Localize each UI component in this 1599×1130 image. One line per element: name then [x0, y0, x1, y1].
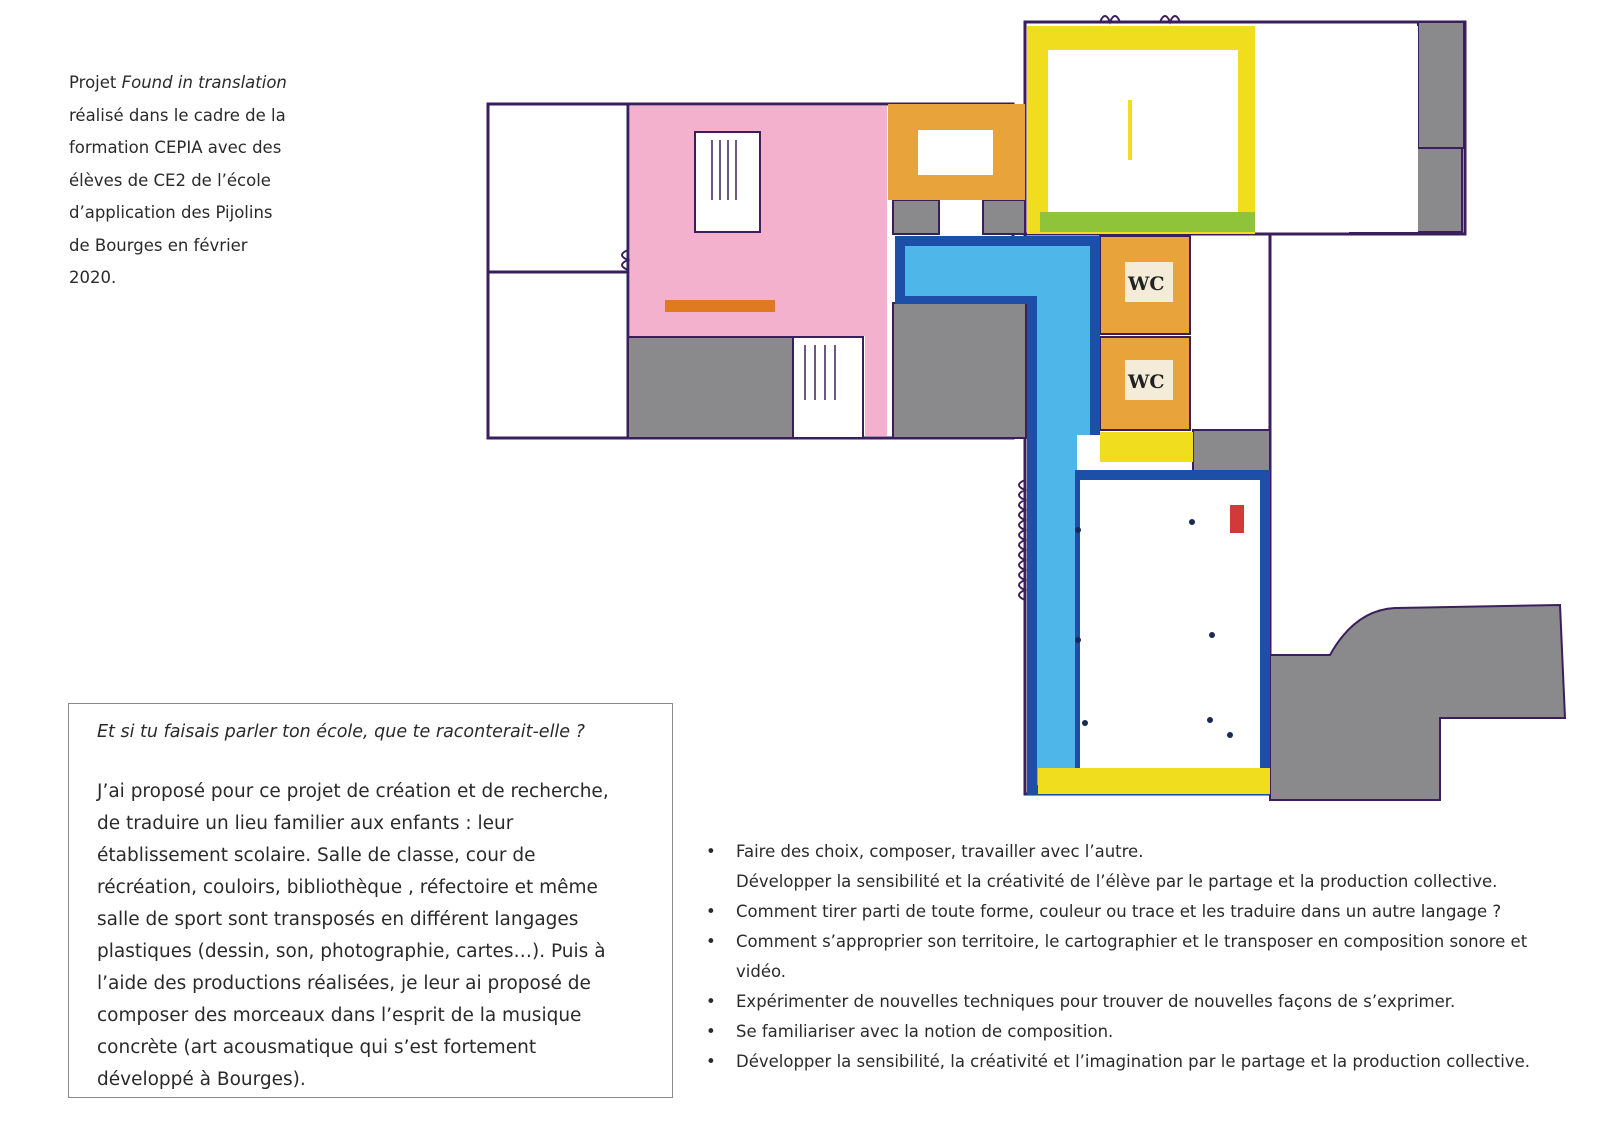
caption-text: réalisé dans le cadre de la formation CEPIA avec des élèves de CE2 de l’école d’application des Pijolins de Bourges en février 2020. [69, 105, 286, 287]
goal-text-continued: Développer la sensibilité et la créativité de l’élève par le partage et la production collective. [736, 872, 1498, 891]
green-strip [1040, 212, 1255, 232]
goal-text: Se familiariser avec la notion de composition. [736, 1022, 1114, 1041]
bullet-icon: • [706, 1052, 716, 1071]
goal-item [706, 1017, 1566, 1047]
bullet-icon: • [706, 842, 716, 861]
goal-item [706, 987, 1566, 1017]
bullet-icon: • [706, 932, 716, 951]
goal-text: Comment tirer parti de toute forme, couleur ou trace et les traduire dans un autre langage ? [736, 902, 1502, 921]
goal-item [706, 927, 1566, 987]
bullet-icon: • [706, 992, 716, 1011]
yellow-room-floor [1048, 50, 1238, 212]
story-body: J’ai proposé pour ce projet de création et de recherche, de traduire un lieu familier aux enfants : leur établissement scolaire. Salle de classe, cour de récréation, couloirs, bibliothèque , réfectoire et même salle de sport sont transposés en différent langages plastiques (dessin, son, photographie, cartes…). Puis à l’aide des productions réalisées, je leur ai proposé de composer des morceaux dans l’esprit de la musique concrète (art acousmatique qui s’est fortement développé à Bourges). [97, 781, 609, 1090]
orange-room-inner [918, 130, 993, 175]
goals-list [706, 837, 1566, 1077]
gray-room-c [893, 200, 939, 234]
stairwell-bottom [793, 337, 863, 438]
wc-label-1: WC [1128, 273, 1165, 295]
bullet-icon: • [706, 1022, 716, 1041]
story-box [68, 703, 673, 1098]
goal-text: Développer la sensibilité, la créativité et l’imagination par le partage et la production collective. [736, 1052, 1530, 1071]
goal-item [706, 837, 1566, 897]
gray-room-a [628, 337, 793, 438]
top-right-white [1258, 26, 1418, 232]
goal-text: Expérimenter de nouvelles techniques pour trouver de nouvelles façons de s’exprimer. [736, 992, 1456, 1011]
goal-text: Comment s’approprier son territoire, le cartographier et le transposer en composition sonore et vidéo. [736, 932, 1528, 981]
project-title: Found in translation [121, 73, 287, 92]
gym-bottom-band [1038, 768, 1270, 794]
gray-room-annex [1270, 605, 1565, 800]
bullet-icon: • [706, 902, 716, 921]
goal-item [706, 897, 1566, 927]
goal-text: Faire des choix, composer, travailler avec l’autre. [736, 842, 1144, 861]
wc-label-2: WC [1128, 371, 1165, 393]
story-question: Et si tu faisais parler ton école, que te raconterait-elle ? [97, 722, 585, 742]
goal-item [706, 1047, 1566, 1077]
gray-room-b [893, 303, 1026, 438]
caption-prefix: Projet [69, 73, 122, 92]
gray-room-f [1418, 22, 1464, 148]
gray-room-d [983, 200, 1025, 234]
yellow-band-middle [1100, 432, 1193, 462]
gray-room-g [1193, 430, 1270, 475]
